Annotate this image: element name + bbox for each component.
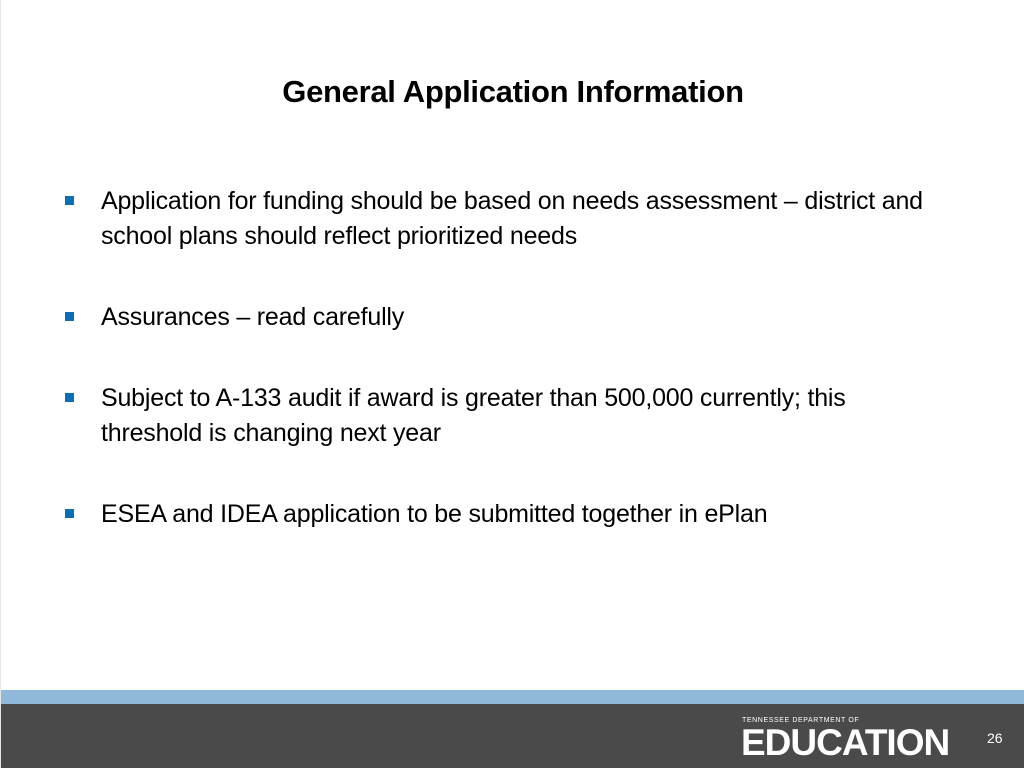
bullet-text: ESEA and IDEA application to be submitted together in ePlan [101,500,768,528]
bullet-item [65,184,945,254]
square-bullet-icon [65,312,74,321]
logo-wordmark: EDUCATION [741,722,950,763]
slide-title: General Application Information [282,74,744,109]
square-bullet-icon [65,196,74,205]
bullet-text: Application for funding should be based on needs assessment – district and school plans should reflect prioritized needs [101,187,923,250]
bullet-item [65,300,945,335]
page-number: 26 [987,730,1003,746]
square-bullet-icon [65,393,74,402]
bullet-text: Assurances – read carefully [101,303,405,331]
bullet-text: Subject to A-133 audit if award is greater than 500,000 currently; this threshold is changing next year [101,384,846,447]
square-bullet-icon [65,509,74,518]
footer-accent-stripe [1,690,1024,704]
logo-subtitle: TENNESSEE DEPARTMENT OF [742,717,860,724]
bullet-item [65,381,945,451]
education-department-logo [741,716,973,762]
bullet-list [65,184,945,578]
bullet-item [65,497,945,532]
